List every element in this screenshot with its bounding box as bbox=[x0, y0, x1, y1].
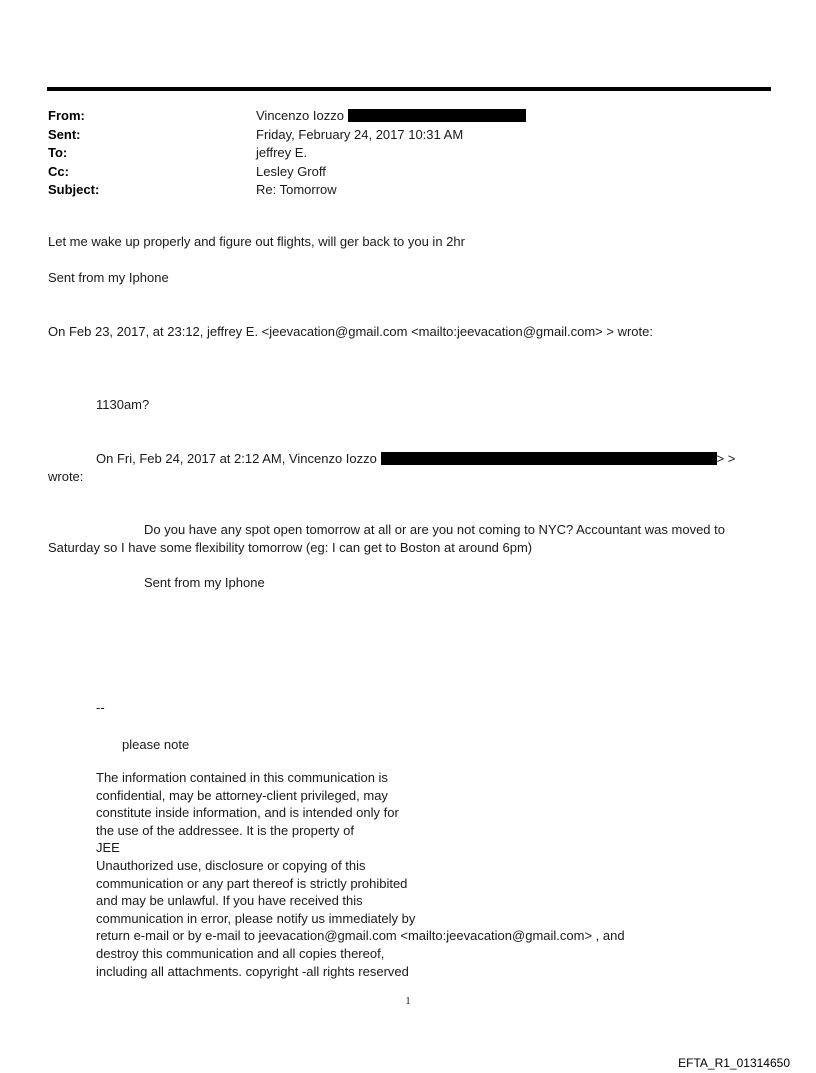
to-value: jeffrey E. bbox=[256, 145, 308, 160]
header-rule bbox=[47, 87, 771, 91]
quote-text: 1130am? bbox=[96, 397, 150, 412]
signature: Sent from my Iphone bbox=[144, 575, 265, 590]
from-label: From: bbox=[48, 108, 85, 123]
subject-value: Re: Tomorrow bbox=[256, 182, 337, 197]
disclaimer-line: communication or any part thereof is strictly prohibited bbox=[96, 875, 408, 891]
disclaimer-line: constitute inside information, and is intended only for bbox=[96, 805, 399, 821]
separator: -- bbox=[96, 700, 105, 715]
subject-label: Subject: bbox=[48, 182, 100, 197]
disclaimer-line: Unauthorized use, disclosure or copying of this bbox=[96, 857, 366, 873]
disclaimer-line: return e-mail or by e-mail to jeevacation@gmail.com <mailto:jeevacation@gmail.com> , and bbox=[96, 928, 625, 944]
disclaimer-line: the use of the addressee. It is the property of bbox=[96, 822, 354, 838]
redaction-bar bbox=[348, 109, 526, 122]
quote-header-2 bbox=[96, 450, 735, 468]
disclaimer-line: confidential, may be attorney-client privileged, may bbox=[96, 787, 388, 803]
quote-body-line: Saturday so I have some flexibility tomorrow (eg: I can get to Boston at around 6pm) bbox=[48, 540, 533, 555]
from-value bbox=[256, 107, 526, 126]
disclaimer-line: destroy this communication and all copies thereof, bbox=[96, 945, 385, 961]
signature: Sent from my Iphone bbox=[48, 270, 169, 285]
sent-label: Sent: bbox=[48, 126, 81, 142]
bates-number: EFTA_R1_01314650 bbox=[678, 1056, 790, 1070]
disclaimer-line: and may be unlawful. If you have received this bbox=[96, 893, 363, 909]
quote-header-2-wrote: wrote: bbox=[48, 469, 84, 484]
quote-body-line: Do you have any spot open tomorrow at all or are you not coming to NYC? Accountant was moved to bbox=[144, 522, 725, 537]
please-note: please note bbox=[122, 737, 190, 752]
disclaimer-line: including all attachments. copyright -all rights reserved bbox=[96, 963, 409, 979]
quote-header-2-suffix: > > bbox=[716, 451, 736, 466]
disclaimer-line: JEE bbox=[96, 840, 120, 856]
body-line: Let me wake up properly and figure out flights, will ger back to you in 2hr bbox=[48, 234, 465, 249]
sent-value: Friday, February 24, 2017 10:31 AM bbox=[256, 126, 464, 142]
cc-label: Cc: bbox=[48, 163, 69, 179]
quote-header: On Feb 23, 2017, at 23:12, jeffrey E. <jeevacation@gmail.com <mailto:jeevacation@gmail.com> > wrote: bbox=[48, 324, 653, 339]
disclaimer-line: The information contained in this communication is bbox=[96, 770, 388, 785]
to-label: To: bbox=[48, 145, 68, 160]
disclaimer-line: communication in error, please notify us immediately by bbox=[96, 910, 416, 926]
from-name: Vincenzo Iozzo bbox=[256, 108, 344, 123]
cc-value: Lesley Groff bbox=[256, 163, 326, 179]
quote-header-2-text: On Fri, Feb 24, 2017 at 2:12 AM, Vincenzo Iozzo bbox=[96, 451, 377, 466]
disclaimer bbox=[96, 769, 625, 980]
redaction-bar bbox=[381, 452, 717, 465]
page-number: 1 bbox=[405, 995, 411, 1007]
